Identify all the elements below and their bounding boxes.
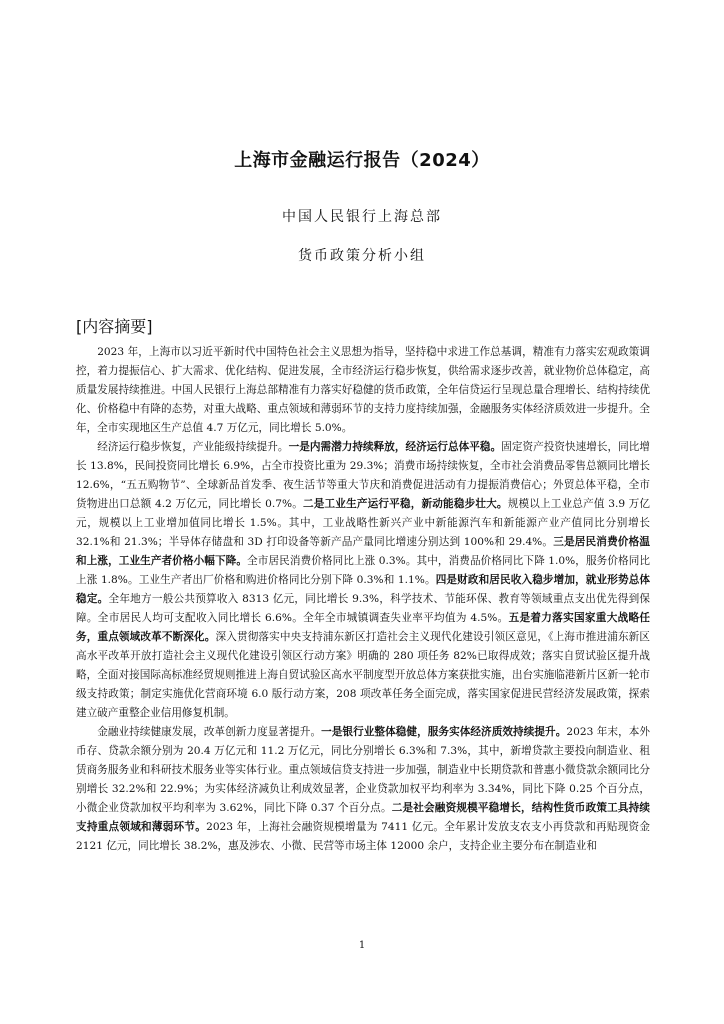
key-point: 三是居民消费价格温和上涨，工业生产者价格小幅下降。 bbox=[76, 536, 650, 567]
paragraph-text: 全市居民消费价格同比上涨 0.3%。其中，消费品价格同比下降 1.0%，服务价格同比上涨 1.8%。工业生产者出厂价格和购进价格同比分别下降 0.3%和 1.1%。 bbox=[76, 555, 651, 586]
paragraph-economy bbox=[76, 438, 650, 723]
paragraph-finance bbox=[76, 723, 650, 856]
paragraph-text: 经济运行稳步恢复，产业能级持续提升。 bbox=[97, 441, 289, 453]
group-name: 货币政策分析小组 bbox=[298, 248, 426, 264]
paragraph-overview bbox=[76, 343, 650, 438]
paragraph-text: 2023 年，上海社会融资规模增量为 7411 亿元。全年累计发放支农支小再贷款和再贴现资金 2121 亿元，同比增长 38.2%，惠及涉农、小微、民营等市场主体 12000 余户，支持企业主要分布在制造业和 bbox=[76, 821, 650, 852]
paragraph-text: 全年地方一般公共预算收入 8313 亿元，同比增长 9.3%，科学技术、节能环保、教育等领域重点支出优先得到保障。全市居民人均可支配收入同比增长 6.6%。全年全市城镇调查失业率平均值为 4.5%。 bbox=[76, 593, 650, 624]
organization-name: 中国人民银行上海总部 bbox=[282, 209, 442, 225]
paragraph-text: 规模以上工业总产值 3.9 万亿元，规模以上工业增加值同比增长 1.5%。其中，工业战略性新兴产业中新能源汽车和新能源产业产值同比分别增长 32.1%和 21.3%；半导体存储盘和 3D 打印设备等新产品产量同比增速分别达到 100%和 29.4%。 bbox=[76, 498, 650, 548]
section-heading-summary: [内容摘要] bbox=[76, 317, 153, 336]
key-point: 四是财政和居民收入稳步增加，就业形势总体稳定。 bbox=[76, 574, 651, 605]
paragraph-text: 金融业持续健康发展，改革创新力度显著提升。 bbox=[97, 726, 322, 738]
key-point: 五是着力落实国家重大战略任务，重点领域改革不断深化。 bbox=[76, 612, 651, 643]
key-point: 二是社会融资规模平稳增长，结构性货币政策工具持续支持重点领域和薄弱环节。 bbox=[76, 802, 651, 833]
key-point: 一是内需潜力持续释放，经济运行总体平稳。 bbox=[288, 441, 502, 453]
paragraph-text: 2023 年末，本外币存、贷款余额分别为 20.4 万亿元和 11.2 万亿元，同比分别增长 6.3%和 7.3%，其中，新增贷款主要投向制造业、租赁商务服务业和科研技术服务业等实体行业。重点领域信贷支持进一步加强，制造业中长期贷款和普惠小微贷款余额同比分别增长 32.2%和 22.9%；为实体经济减负让利成效显著，企业贷款加权平均利率为 3.34%，同比下降 0.25 个百分点，小微企业贷款加权平均利率为 3.62%，同比下降 0.37 个百分点。 bbox=[76, 726, 651, 814]
key-point: 二是工业生产运行平稳，新动能稳步壮大。 bbox=[302, 498, 508, 510]
key-point: 一是银行业整体稳健，服务实体经济质效持续提升。 bbox=[321, 726, 567, 738]
summary-body bbox=[76, 343, 650, 856]
paragraph-text: 深入贯彻落实中央支持浦东新区打造社会主义现代化建设引领区意见，《上海市推进浦东新区高水平改革开放打造社会主义现代化建设引领区行动方案》明确的 280 项任务 82%已取得成效；落实自贸试验区提升战略，全面对接国际高标准经贸规则推进上海自贸试验区高水平制度型开放总体方案获批实施，出台实施临港新片区新一轮市级支持政策；制定实施优化营商环境 6.0 版行动方案，208 项改革任务全面完成，落实国家促进民营经济发展政策，探索建立破产重整企业信用修复机制。 bbox=[76, 631, 650, 719]
document-title: 上海市金融运行报告（2024） bbox=[234, 150, 490, 171]
paragraph-text: 2023 年，上海市以习近平新时代中国特色社会主义思想为指导，坚持稳中求进工作总基调，精准有力落实宏观政策调控，着力提振信心、扩大需求、优化结构、促进发展，全市经济运行稳步恢复，供给需求逐步改善，就业物价总体稳定，高质量发展持续推进。中国人民银行上海总部精准有力落实好稳健的货币政策，全年信贷运行呈现总量合理增长、结构持续优化、价格稳中有降的态势，对重大战略、重点领域和薄弱环节的支持力度持续加强，金融服务实体经济质效进一步提升。全年，全市实现地区生产总值 4.7 万亿元，同比增长 5.0%。 bbox=[76, 346, 650, 434]
page-number: 1 bbox=[358, 940, 366, 951]
paragraph-text: 固定资产投资快速增长，同比增长 13.8%，民间投资同比增长 6.9%，占全市投资比重为 29.3%；消费市场持续恢复，全市社会消费品零售总额同比增长 12.6%，“五五购物节”、全球新品首发季、夜生活节等重大节庆和消费促进活动有力提振消费信心；外贸总体平稳，全市货物进出口总额 4.2 万亿元，同比增长 0.7%。 bbox=[76, 441, 651, 510]
